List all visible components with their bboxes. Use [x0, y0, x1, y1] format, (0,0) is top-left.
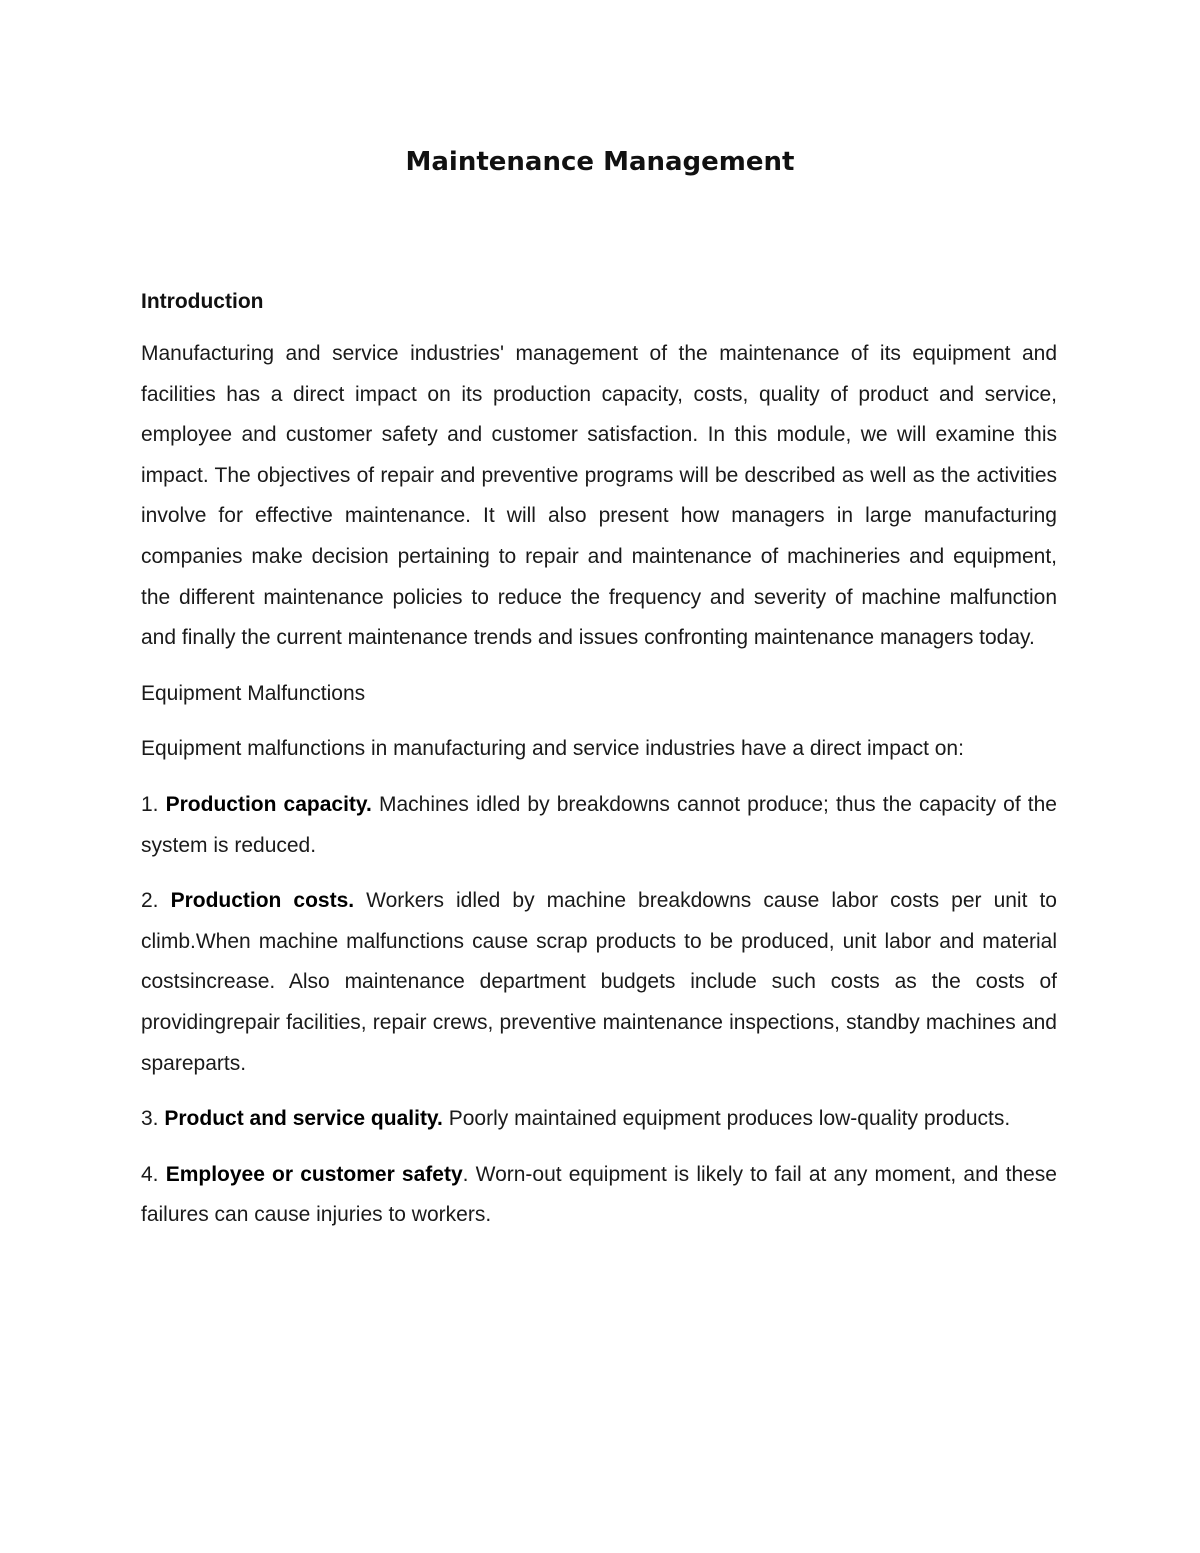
list-item-text: Workers idled by machine breakdowns cause labor costs per unit to climb.When machine malfunctions cause scrap products to be produced, unit labor and material costsincrease. Also maintenance department budgets include such costs as the costs of providingrepair facilities, repair crews, preventive maintenance inspections, standby machines and spareparts. — [141, 889, 1057, 1075]
list-item-text: Poorly maintained equipment produces low-quality products. — [448, 1107, 1011, 1131]
document-body — [141, 285, 1057, 1251]
list-item-number: 3. — [141, 1107, 159, 1131]
introduction-paragraph: Manufacturing and service industries' management of the maintenance of its equipment and facilities has a direct impact on its production capacity, costs, quality of product and service, employee and customer safety and customer satisfaction. In this module, we will examine this impact. The objectives of repair and preventive programs will be described as well as the activities involve for effective maintenance. It will also present how managers in large manufacturing companies make decision pertaining to repair and maintenance of machineries and equipment, the different maintenance policies to reduce the frequency and severity of machine malfunction and finally the current maintenance trends and issues confronting maintenance managers today. — [141, 342, 1057, 650]
list-item-term: Production costs. — [170, 889, 355, 913]
list-item-text: Machines idled by breakdowns cannot produce; thus the capacity of the system is reduced. — [141, 792, 1057, 857]
list-item-term: Product and service quality. — [164, 1107, 443, 1131]
equipment-malfunctions-intro: Equipment malfunctions in manufacturing and service industries have a direct impact on: — [141, 737, 964, 761]
list-item-number: 4. — [141, 1162, 159, 1186]
list-item-employee-customer-safety — [141, 1155, 1057, 1236]
list-item-term: Production capacity. — [165, 792, 372, 816]
equipment-malfunctions-heading: Equipment Malfunctions — [141, 681, 366, 705]
document-title: Maintenance Management — [405, 147, 795, 177]
list-item-text: . Worn-out equipment is likely to fail at any moment, and these failures can cause injuries to workers. — [141, 1162, 1057, 1227]
list-item-production-costs — [141, 881, 1057, 1084]
list-item-number: 2. — [141, 889, 159, 913]
list-item-product-service-quality — [141, 1099, 1057, 1140]
list-item-production-capacity — [141, 785, 1057, 866]
introduction-heading: Introduction — [141, 290, 264, 313]
list-item-number: 1. — [141, 792, 159, 816]
list-item-term: Employee or customer safety — [165, 1162, 463, 1186]
